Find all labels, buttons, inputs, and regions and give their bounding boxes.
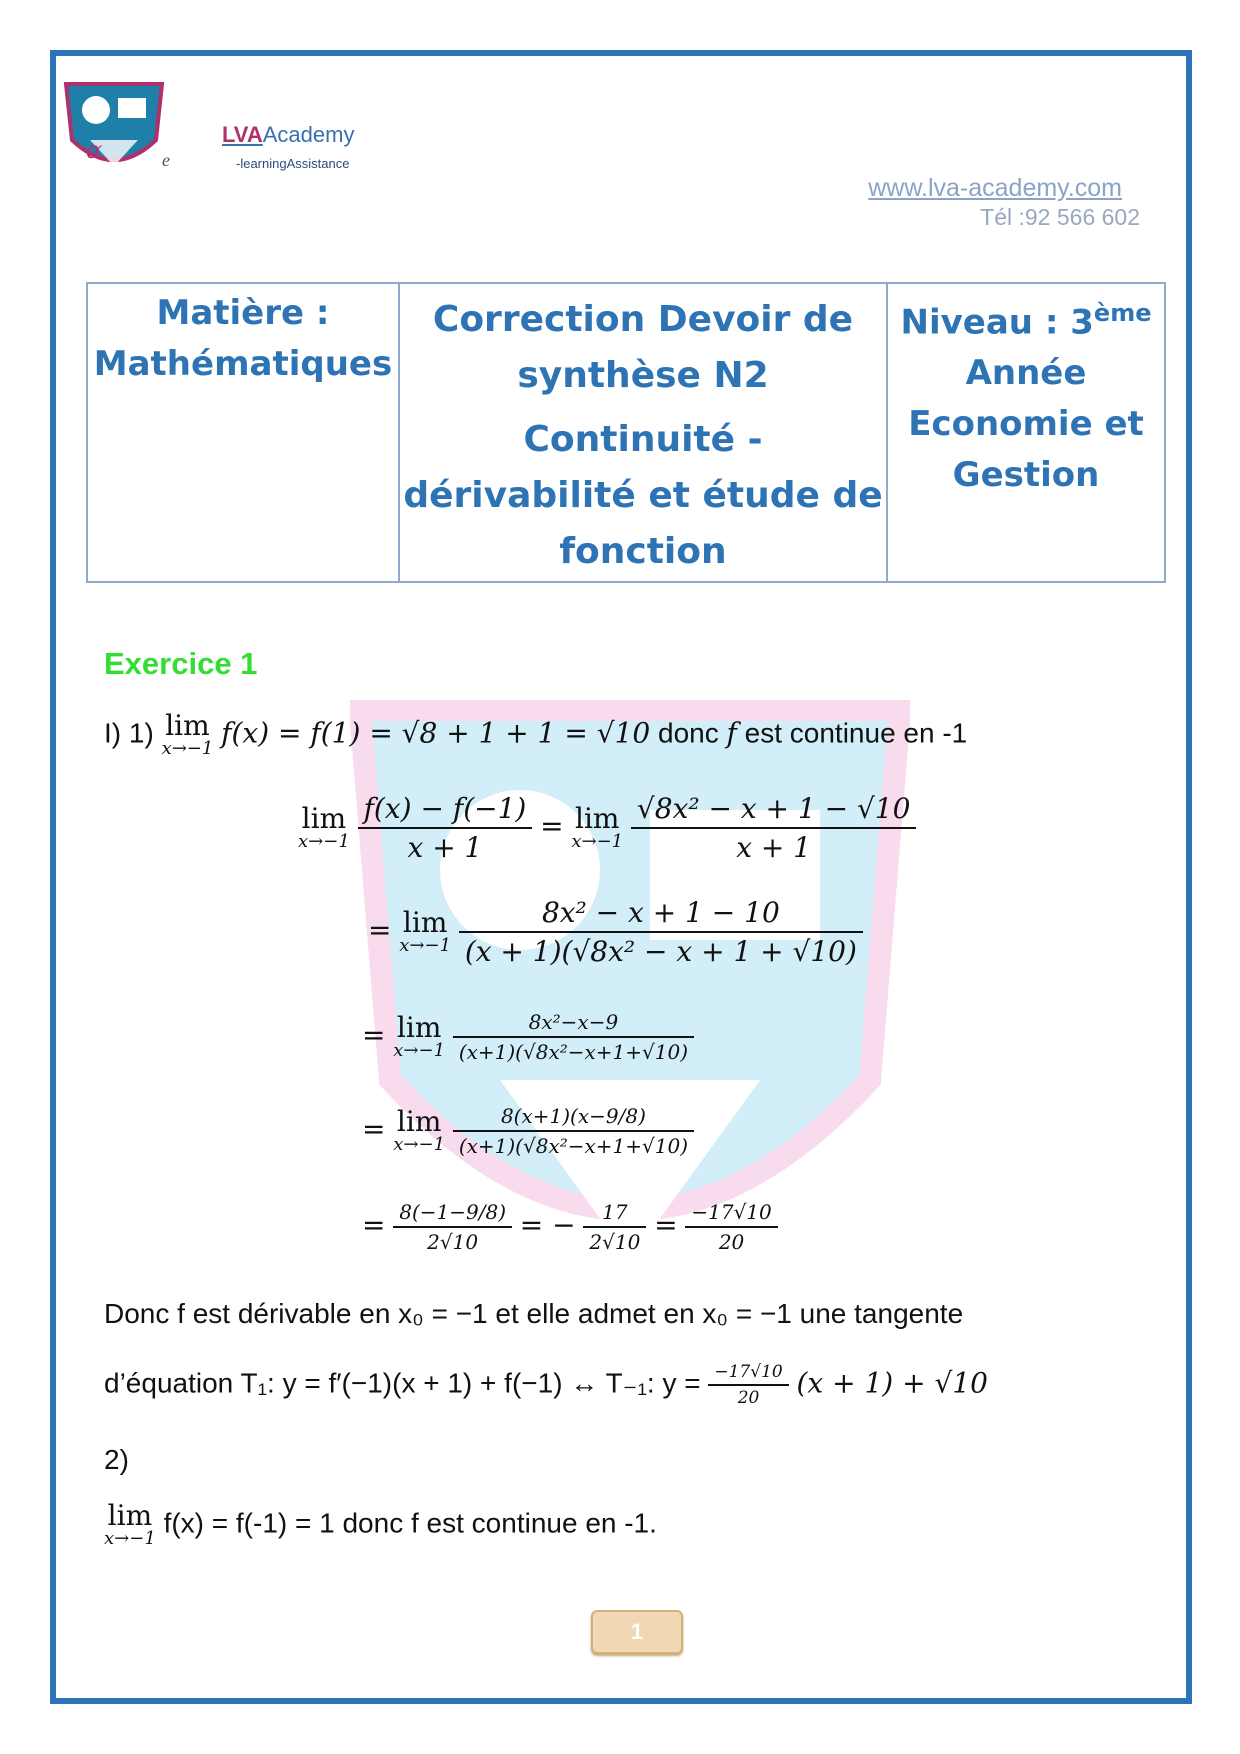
page-number: 1 [591, 1610, 683, 1654]
part-2-line: lim x→−1 f(x) = f(-1) = 1 donc f est continue en -1. [104, 1499, 657, 1549]
matiere-cell: Matière : Mathématiques [87, 283, 399, 582]
derivability-conclusion: Donc f est dérivable en x₀ = −1 et elle admet en x₀ = −1 une tangente [104, 1298, 964, 1329]
derivative-limit-step-2: = lim x→−1 $\frac{\text{8x² − x + 1 − 10}}{\text{(x + 1)(√8x² − x + 1 + √10)}}$ [368, 896, 863, 968]
brand-name: LVAAcademy [222, 122, 355, 147]
title-table [86, 282, 1166, 583]
title-cell: Correction Devoir de synthèse N2 Continuité - dérivabilité et étude de fonction [399, 283, 887, 582]
derivative-limit-step-4: = lim x→−1 $\frac{8(x+1)(x-9/8)}{\text{(x+1)(√8x²−x+1+√10)}}$ [362, 1104, 694, 1158]
question-1-line: I) 1) lim x→−1 f(x) = f(1) = √8 + 1 + 1 = √10 donc f est continue en -1 [104, 709, 968, 759]
brand-tagline: -learningAssistance [236, 156, 350, 171]
svg-text:α: α [86, 136, 103, 164]
niveau-cell: Niveau : 3ème Année Economie et Gestion [887, 283, 1165, 582]
derivative-limit-step-1: lim x→−1 $\frac{f(x) - f(-1)}{x + 1}$ = lim x→−1 $\frac{\text{√8x² − x + 1 − √10}}{x + 1}$ [298, 792, 916, 864]
website-link[interactable]: www.lva-academy.com [868, 174, 1122, 202]
part-2-label: 2) [104, 1444, 129, 1475]
derivative-result: = $\frac{8(-1-9/8)}{2√10}$ = − $\frac{17}{2√10}$ = $\frac{-17√10}{20}$ [362, 1200, 778, 1254]
brand-e-mark: e [162, 150, 170, 170]
exercise-title: Exercice 1 [104, 646, 258, 681]
lva-logo [60, 80, 168, 172]
tangent-equation: d’équation T₁: y = f′(−1)(x + 1) + f(−1) ↔ T₋₁: y = $\frac{-17√10}{20}$ (x + 1) + √10 [104, 1362, 988, 1408]
derivative-limit-step-3: = lim x→−1 $\frac{\text{8x²−x−9}}{\text{(x+1)(√8x²−x+1+√10)}}$ [362, 1010, 694, 1064]
phone-number: Tél :92 566 602 [980, 204, 1140, 230]
